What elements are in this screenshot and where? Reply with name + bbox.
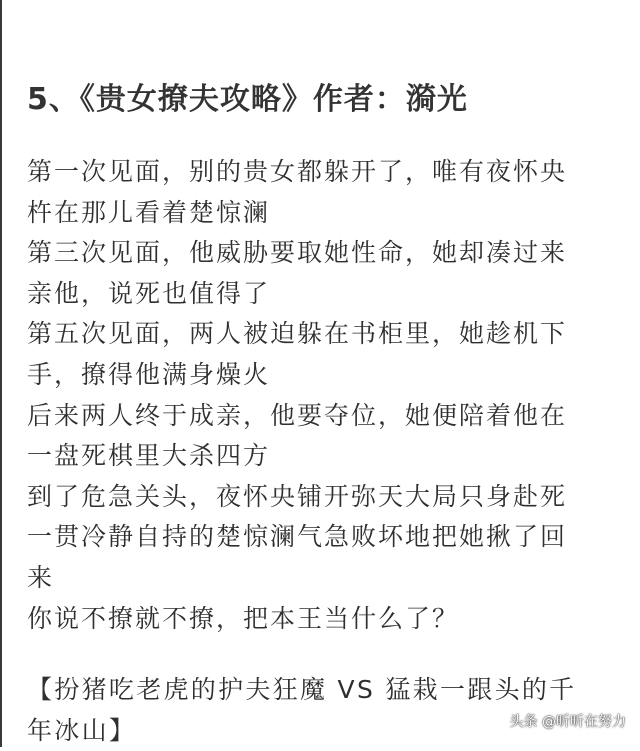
synopsis-line: 杵在那儿看着楚惊澜 — [27, 197, 271, 227]
synopsis — [27, 152, 627, 639]
tagline-line: 年冰山】 — [27, 715, 137, 745]
synopsis-line: 第一次见面，别的贵女都躲开了，唯有夜怀央 — [27, 157, 568, 186]
left-border — [0, 0, 2, 747]
synopsis-line: 到了危急关头，夜怀央铺开弥天大局只身赴死 — [27, 481, 568, 511]
tagline-line: 【扮猪吃老虎的护夫狂魔 VS 猛栽一跟头的千 — [27, 675, 577, 704]
synopsis-line: 第三次见面，他威胁要取她性命，她却凑过来 — [27, 238, 568, 268]
watermark: 头条 @昕昕在努力 — [509, 714, 626, 730]
synopsis-line: 一贯冷静自持的楚惊澜气急败坏地把她揪了回 — [27, 522, 568, 552]
synopsis-line: 后来两人终于成亲，他要夺位，她便陪着他在 — [27, 400, 568, 430]
synopsis-line: 手，撩得他满身燥火 — [27, 359, 271, 389]
synopsis-line: 一盘死棋里大杀四方 — [27, 441, 271, 471]
synopsis-line: 来 — [27, 562, 55, 592]
synopsis-line: 第五次见面，两人被迫躲在书柜里，她趁机下 — [27, 319, 568, 349]
synopsis-line: 亲他，说死也值得了 — [27, 278, 271, 308]
book-title: 5、《贵女撩夫攻略》作者：漪光 — [27, 82, 468, 117]
synopsis-line: 你说不撩就不撩，把本王当什么了？ — [27, 603, 460, 633]
